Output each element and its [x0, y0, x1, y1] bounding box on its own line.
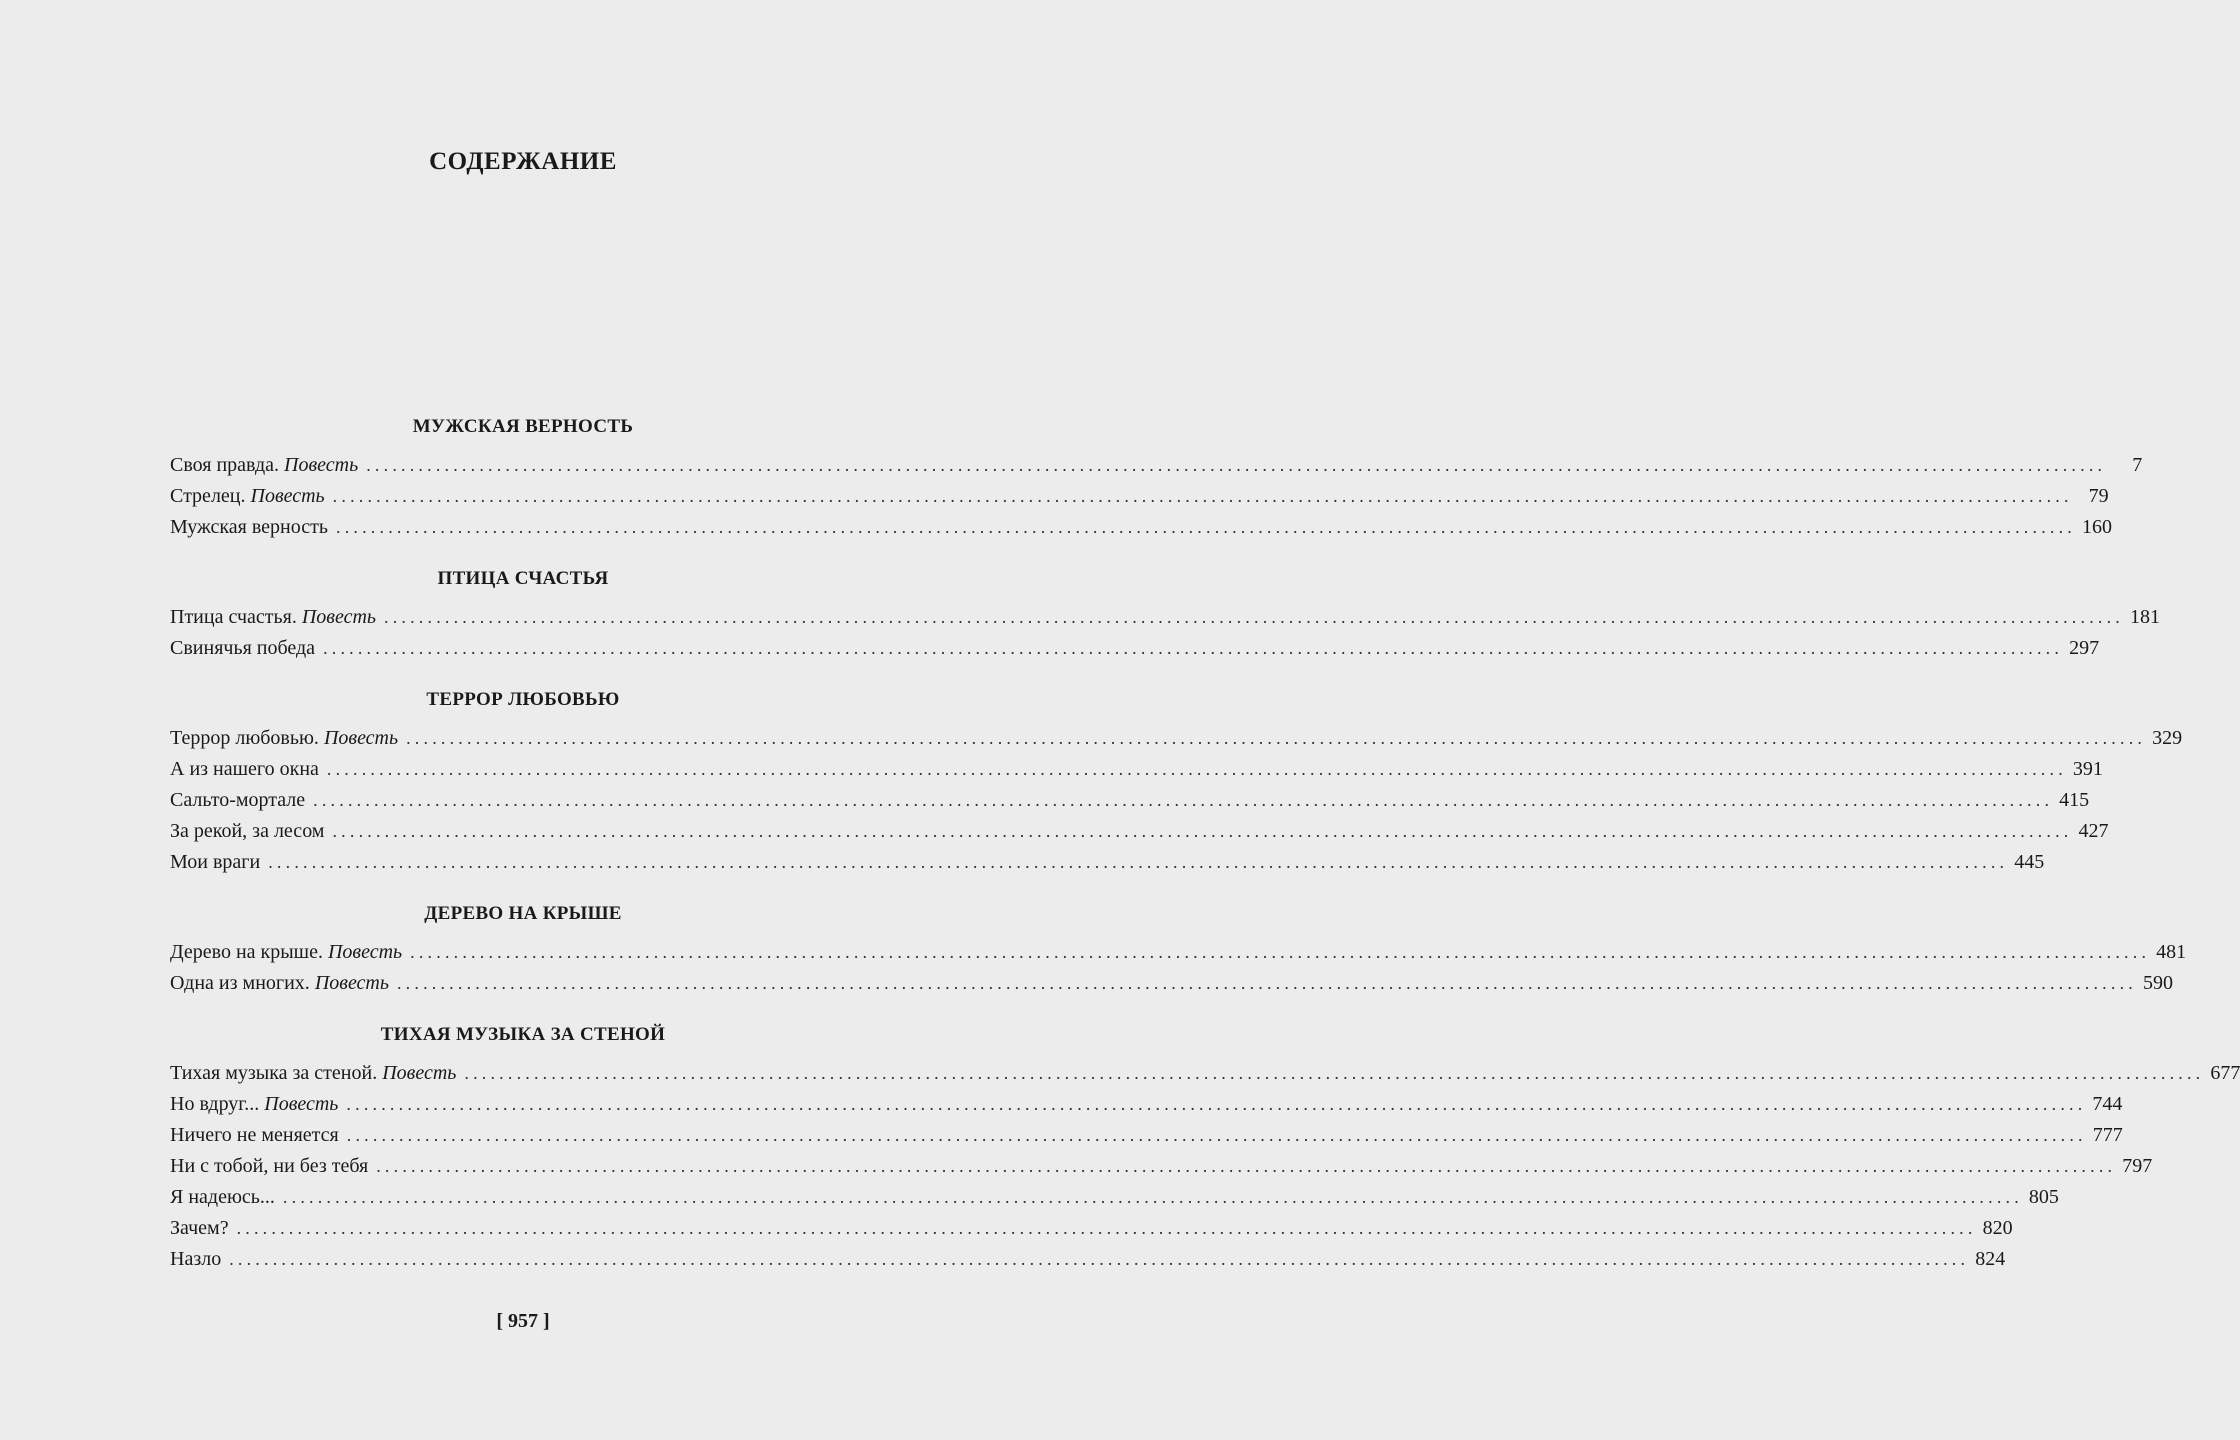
entry-title-text: Но вдруг... — [170, 1093, 260, 1115]
toc-entry — [170, 1213, 2013, 1244]
toc-entry — [170, 723, 2183, 754]
entry-title-text: А из нашего окна — [170, 758, 319, 780]
toc-entry — [170, 816, 2109, 847]
entry-page-number: 415 — [2059, 789, 2090, 811]
entry-kind: Повесть — [264, 1093, 339, 1115]
entry-page-number: 297 — [2069, 637, 2100, 659]
entry-page-number: 677 — [2210, 1062, 2240, 1084]
entry-page-number: 777 — [2092, 1124, 2123, 1146]
dot-leader: ........................................................................................................................................................................................................ — [336, 517, 2076, 537]
dot-leader: ........................................................................................................................................................................................................ — [332, 486, 2073, 506]
dot-leader: ........................................................................................................................................................................................................ — [326, 759, 2067, 779]
dot-leader: ........................................................................................................................................................................................................ — [323, 638, 2064, 658]
toc-section — [170, 683, 2183, 878]
entry-page-number: 744 — [2092, 1093, 2123, 1115]
entry-title-text: Ничего не меняется — [170, 1124, 339, 1146]
entry-page-number: 160 — [2082, 516, 2112, 538]
entry-title — [170, 450, 358, 481]
entry-page-number: 797 — [2122, 1155, 2153, 1177]
toc-entry — [170, 1244, 2006, 1275]
entry-kind: Повесть — [382, 1062, 457, 1084]
entry-title — [170, 1058, 456, 1089]
entry-title — [170, 847, 260, 878]
entry-kind: Повесть — [327, 941, 403, 963]
dot-leader: ........................................................................................................................................................................................................ — [346, 1094, 2087, 1114]
toc-entry — [170, 847, 2045, 878]
toc-entry — [170, 785, 2090, 816]
entry-page-number: 79 — [2088, 485, 2109, 507]
entry-title — [170, 723, 398, 754]
toc-entry — [170, 633, 2100, 664]
entry-title-text: Зачем? — [170, 1217, 229, 1239]
entry-title-text: Свинячья победа — [170, 637, 316, 659]
entry-title — [170, 602, 376, 633]
entry-title-text: Мои враги — [170, 851, 261, 873]
entry-title-text: Стрелец. — [170, 485, 246, 507]
section-title: ДЕРЕВО НА КРЫШЕ — [424, 903, 622, 924]
toc-entry — [170, 481, 2109, 512]
entry-title — [170, 481, 325, 512]
entry-page-number: 7 — [2132, 454, 2143, 476]
section-title: МУЖСКАЯ ВЕРНОСТЬ — [412, 416, 634, 437]
entry-title-text: Назло — [170, 1248, 222, 1270]
page-number: [ 957 ] — [496, 1310, 550, 1332]
toc-section — [170, 897, 2187, 999]
entry-page-number: 391 — [2072, 758, 2103, 780]
entry-title — [170, 816, 324, 847]
section-title: ТИХАЯ МУЗЫКА ЗА СТЕНОЙ — [380, 1024, 666, 1045]
entry-title — [170, 1151, 368, 1182]
section-title: ТЕРРОР ЛЮБОВЬЮ — [426, 689, 620, 710]
toc-entry — [170, 1120, 2123, 1151]
entry-title — [170, 785, 305, 816]
entry-kind: Повесть — [323, 727, 399, 749]
entry-title — [170, 1213, 229, 1244]
toc-entry — [170, 1058, 2240, 1089]
entry-title-text: Птица счастья. — [170, 606, 297, 628]
entry-page-number: 181 — [2130, 606, 2160, 628]
entry-title-text: За рекой, за лесом — [170, 820, 325, 842]
section-title: ПТИЦА СЧАСТЬЯ — [437, 568, 609, 589]
entry-page-number: 824 — [1975, 1248, 2006, 1270]
entry-title — [170, 512, 328, 543]
toc-section — [170, 1018, 2240, 1275]
dot-leader: ........................................................................................................................................................................................................ — [376, 1156, 2117, 1176]
entry-title-text: Одна из многих. — [170, 972, 310, 994]
toc-section — [170, 562, 2160, 664]
entry-title — [170, 633, 315, 664]
entry-page-number: 820 — [1982, 1217, 2013, 1239]
entry-title — [170, 1120, 339, 1151]
entry-title-text: Мужская верность — [170, 516, 328, 538]
entry-title-text: Я надеюсь... — [170, 1186, 275, 1208]
dot-leader: ........................................................................................................................................................................................................ — [406, 728, 2147, 748]
toc-entry — [170, 1151, 2153, 1182]
dot-leader: ........................................................................................................................................................................................................ — [268, 852, 2009, 872]
dot-leader: ........................................................................................................................................................................................................ — [229, 1249, 1970, 1269]
dot-leader: ........................................................................................................................................................................................................ — [346, 1125, 2087, 1145]
toc-section — [170, 410, 2143, 543]
entry-kind: Повесть — [301, 606, 376, 628]
entry-title — [170, 937, 402, 968]
toc-entry — [170, 1089, 2123, 1120]
dot-leader: ........................................................................................................................................................................................................ — [384, 607, 2124, 627]
toc-entry — [170, 968, 2173, 999]
entry-title-text: Дерево на крыше. — [170, 941, 323, 963]
entry-page-number: 445 — [2014, 851, 2045, 873]
page-title: СОДЕРЖАНИЕ — [429, 148, 617, 175]
dot-leader: ........................................................................................................................................................................................................ — [313, 790, 2054, 810]
entry-page-number: 427 — [2078, 820, 2109, 842]
entry-page-number: 590 — [2142, 972, 2173, 994]
entry-title-text: Ни с тобой, ни без тебя — [170, 1155, 369, 1177]
entry-title — [170, 1182, 275, 1213]
dot-leader: ........................................................................................................................................................................................................ — [236, 1218, 1977, 1238]
entry-title-text: Террор любовью. — [170, 727, 319, 749]
dot-leader: ........................................................................................................................................................................................................ — [410, 942, 2151, 962]
dot-leader: ........................................................................................................................................................................................................ — [366, 455, 2107, 475]
toc-entry — [170, 754, 2103, 785]
entry-kind: Повесть — [250, 485, 325, 507]
entry-title-text: Тихая музыка за стеной. — [170, 1062, 378, 1084]
entry-page-number: 481 — [2156, 941, 2187, 963]
entry-kind: Повесть — [284, 454, 359, 476]
dot-leader: ........................................................................................................................................................................................................ — [464, 1063, 2205, 1083]
entry-title — [170, 1244, 221, 1275]
dot-leader: ........................................................................................................................................................................................................ — [396, 973, 2137, 993]
toc-entry — [170, 602, 2160, 633]
entry-title — [170, 1089, 338, 1120]
table-of-contents — [170, 410, 2240, 1294]
entry-title — [170, 754, 319, 785]
dot-leader: ........................................................................................................................................................................................................ — [332, 821, 2073, 841]
entry-title-text: Сальто-мортале — [170, 789, 306, 811]
toc-entry — [170, 1182, 2059, 1213]
toc-entry — [170, 937, 2187, 968]
entry-title — [170, 968, 389, 999]
dot-leader: ........................................................................................................................................................................................................ — [282, 1187, 2023, 1207]
entry-kind: Повесть — [314, 972, 389, 994]
toc-entry — [170, 512, 2112, 543]
entry-page-number: 805 — [2028, 1186, 2059, 1208]
toc-entry — [170, 450, 2143, 481]
entry-page-number: 329 — [2152, 727, 2183, 749]
entry-title-text: Своя правда. — [170, 454, 280, 476]
